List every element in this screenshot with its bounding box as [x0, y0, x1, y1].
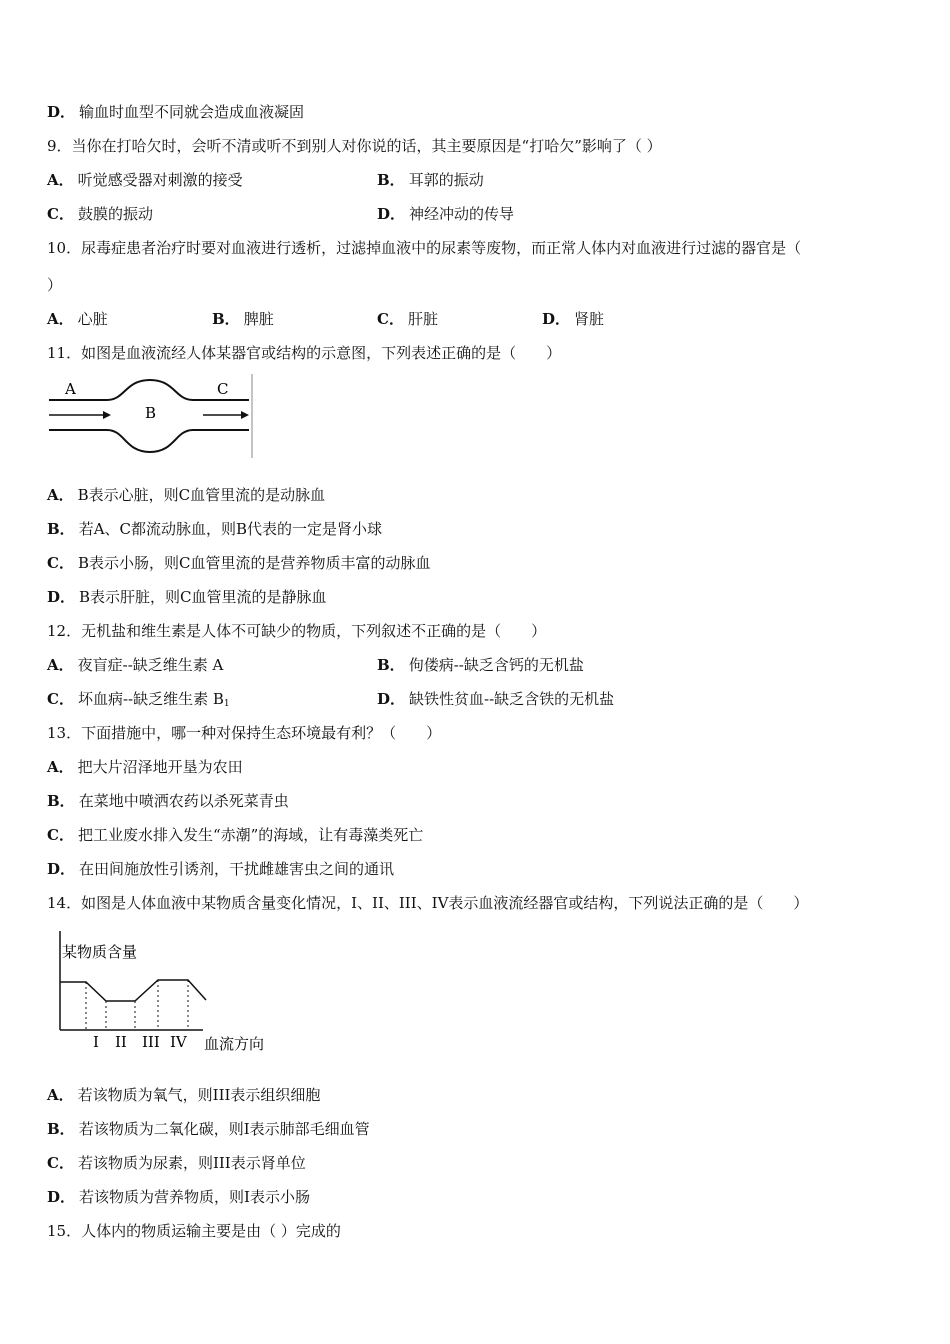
q11-option-b — [47, 519, 382, 539]
figure-label-c: C — [217, 380, 229, 398]
option-label: B． — [377, 171, 405, 189]
option-text: 在田间施放性引诱剂，干扰雌雄害虫之间的通讯 — [79, 860, 395, 878]
q12-stem: 12．无机盐和维生素是人体不可缺少的物质，下列叙述不正确的是（ ） — [47, 622, 547, 640]
option-label: D． — [47, 1188, 76, 1206]
option-label: D． — [377, 205, 406, 223]
option-label: A． — [47, 310, 74, 328]
q9-option-d — [377, 204, 514, 224]
option-label: C． — [47, 690, 74, 708]
option-label: C． — [47, 554, 74, 572]
q14-option-c — [47, 1153, 306, 1173]
q9-option-a — [47, 170, 243, 190]
q12-option-d — [377, 689, 614, 709]
option-text: 神经冲动的传导 — [409, 205, 515, 223]
option-label: D． — [47, 860, 76, 878]
option-text: 缺铁性贫血--缺乏含铁的无机盐 — [409, 690, 615, 708]
option-text: 若该物质为尿素，则III表示肾单位 — [77, 1154, 306, 1172]
chart-content-curve — [60, 980, 206, 1001]
q14-stem: 14．如图是人体血液中某物质含量变化情况，I、II、III、IV表示血液流经器官或结构，下列说法正确的是（ ） — [47, 894, 809, 912]
chart-y-label: 某物质含量 — [62, 943, 138, 961]
chart-tick-label: I — [93, 1033, 99, 1051]
option-label: A． — [47, 171, 74, 189]
q9-option-b — [377, 170, 484, 190]
option-text: 输血时血型不同就会造成血液凝固 — [79, 103, 305, 121]
q14-option-b — [47, 1119, 370, 1139]
option-label: B． — [47, 520, 75, 538]
q11-option-a — [47, 485, 325, 505]
q14-content-chart — [48, 925, 278, 1057]
figure-label-b: B — [145, 404, 157, 422]
option-label: B． — [212, 310, 240, 328]
option-label: B． — [47, 792, 75, 810]
q13-option-c — [47, 825, 423, 845]
q13-option-a — [47, 757, 243, 777]
option-label: C． — [47, 1154, 74, 1172]
option-text: 坏血病--缺乏维生素 B — [77, 690, 224, 708]
option-text: 若该物质为营养物质，则I表示小肠 — [79, 1188, 310, 1206]
option-text: 若A、C都流动脉血，则B代表的一定是肾小球 — [78, 520, 383, 538]
q13-option-b — [47, 791, 289, 811]
option-text: B表示小肠，则C血管里流的是营养物质丰富的动脉血 — [77, 554, 431, 572]
option-label: B． — [47, 1120, 75, 1138]
q12-option-b — [377, 655, 584, 675]
q9-option-c — [47, 204, 153, 224]
q10-option-d — [542, 309, 604, 329]
option-text: 把工业废水排入发生“赤潮”的海域，让有毒藻类死亡 — [77, 826, 424, 844]
chart-tick-label: II — [115, 1033, 127, 1051]
q10-stem-cont: ） — [47, 276, 63, 294]
q8-option-d — [47, 102, 304, 122]
option-text: 听觉感受器对刺激的接受 — [77, 171, 243, 189]
option-text: 肾脏 — [574, 310, 605, 328]
option-text: 脾脏 — [243, 310, 274, 328]
option-label: D． — [377, 690, 406, 708]
option-label: D． — [47, 588, 76, 606]
option-label: A． — [47, 486, 74, 504]
option-text: 若该物质为二氧化碳，则I表示肺部毛细血管 — [78, 1120, 370, 1138]
q10-stem: 10．尿毒症患者治疗时要对血液进行透析，过滤掉血液中的尿素等废物，而正常人体内对血液进行过滤的器官是（ — [47, 239, 802, 257]
chart-tick-label: III — [142, 1033, 160, 1051]
option-label: D． — [542, 310, 571, 328]
option-text: 耳郭的振动 — [408, 171, 484, 189]
figure-label-a: A — [65, 380, 76, 398]
option-text: 夜盲症--缺乏维生素 A — [77, 656, 224, 674]
option-label: C． — [377, 310, 404, 328]
q9-stem: 9．当你在打哈欠时，会听不清或听不到别人对你说的话，其主要原因是“打哈欠”影响了（ ） — [47, 137, 662, 155]
chart-x-label: 血流方向 — [204, 1035, 265, 1053]
q13-option-d — [47, 859, 394, 879]
option-text: B表示肝脏，则C血管里流的是静脉血 — [79, 588, 327, 606]
option-label: A． — [47, 1086, 74, 1104]
q11-option-d — [47, 587, 327, 607]
option-label: C． — [47, 826, 74, 844]
option-label: A． — [47, 656, 74, 674]
option-text: 佝偻病--缺乏含钙的无机盐 — [408, 656, 584, 674]
subscript: 1 — [223, 699, 230, 709]
option-label: D． — [47, 103, 76, 121]
q15-stem: 15．人体内的物质运输主要是由（ ）完成的 — [47, 1222, 341, 1240]
option-text: 鼓膜的振动 — [77, 205, 153, 223]
option-label: A． — [47, 758, 74, 776]
q13-stem: 13．下面措施中，哪一种对保持生态环境最有利？（ ） — [47, 724, 442, 742]
q10-option-c — [377, 309, 438, 329]
q11-stem: 11．如图是血液流经人体某器官或结构的示意图，下列表述正确的是（ ） — [47, 344, 562, 362]
q14-option-a — [47, 1085, 320, 1105]
option-label: B． — [377, 656, 405, 674]
option-text: 若该物质为氧气，则III表示组织细胞 — [77, 1086, 321, 1104]
chart-tick-label: IV — [170, 1033, 187, 1051]
q10-option-a — [47, 309, 108, 329]
option-text: 在菜地中喷洒农药以杀死菜青虫 — [78, 792, 289, 810]
option-label: C． — [47, 205, 74, 223]
option-text: 心脏 — [77, 310, 108, 328]
q11-option-c — [47, 553, 430, 573]
option-text: 把大片沼泽地开垦为农田 — [77, 758, 243, 776]
q12-option-c — [47, 689, 230, 714]
q11-blood-flow-figure — [45, 372, 255, 460]
option-text: B表示心脏，则C血管里流的是动脉血 — [77, 486, 326, 504]
q14-option-d — [47, 1187, 310, 1207]
q12-option-a — [47, 655, 223, 675]
q10-option-b — [212, 309, 274, 329]
option-text: 肝脏 — [407, 310, 438, 328]
